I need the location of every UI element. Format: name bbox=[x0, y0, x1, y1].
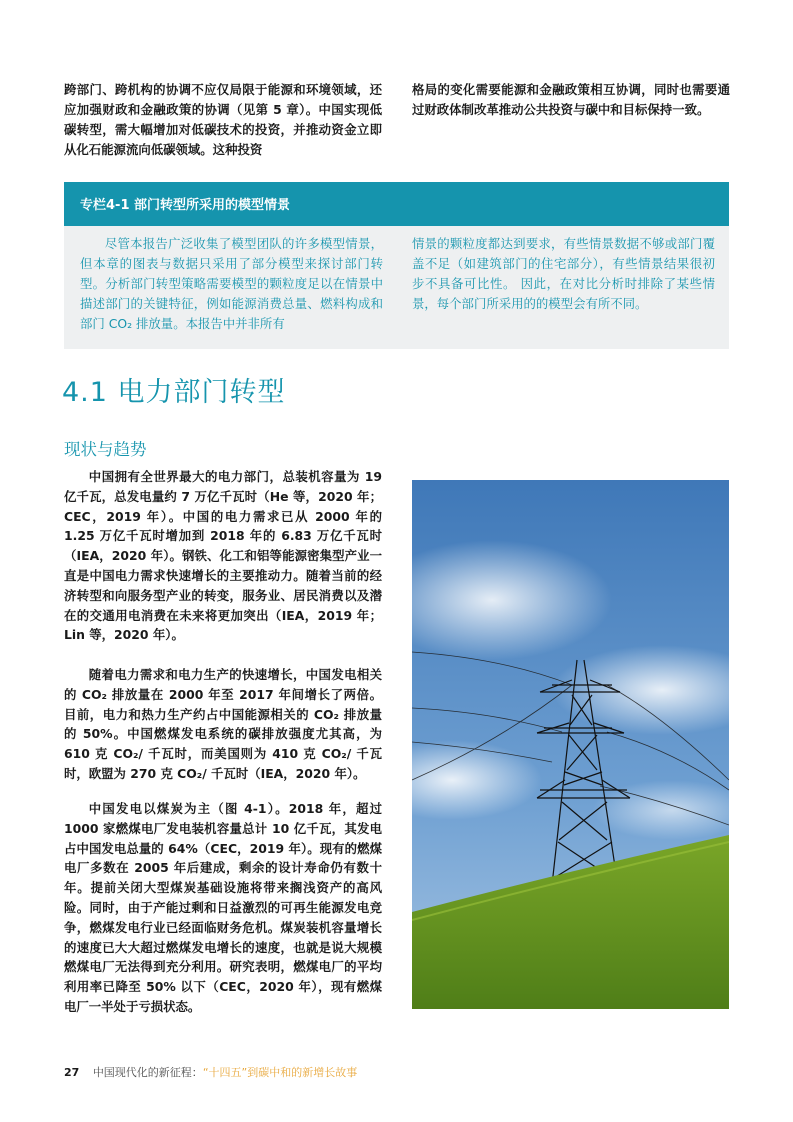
box-left-text: 尽管本报告广泛收集了模型团队的许多模型情景，但本章的图表与数据只采用了部分模型来探讨部门转型。分析部门转型策略需要模型的颗粒度足以在情景中描述部门的关键特征，例如能源消费总量、燃料构成和部门 CO₂ 排放量。本报告中并非所有 bbox=[80, 236, 383, 331]
box-title: 专栏4-1 部门转型所采用的模型情景 bbox=[80, 198, 291, 213]
paragraph-1: 中国拥有全世界最大的电力部门，总装机容量为 19 亿千瓦，总发电量约 7 万亿千瓦时（He 等，2020 年；CEC，2019 年）。中国的电力需求已从 2000 年的 1.25 万亿千瓦时增加到 2018 年的 6.83 万亿千瓦时（IEA，2020 年）。钢铁、化工和铝等能源密集型产业一直是中国电力需求快速增长的主要推动力。随着当前的经济转型和向服务型产业的转变，服务业、居民消费以及潜在的交通用电消费在未来将更加突出（IEA，2019 年；Lin 等，2020 年）。 bbox=[64, 469, 382, 643]
top-left-paragraph: 跨部门、跨机构的协调不应仅局限于能源和环境领域，还应加强财政和金融政策的协调（见第 5 章）。中国实现低碳转型，需大幅增加对低碳技术的投资，并推动资金立即从化石能源流向低碳领域。这种投资 bbox=[64, 82, 382, 157]
page-number: 27 bbox=[64, 1066, 80, 1079]
transmission-tower-photo bbox=[412, 480, 729, 1009]
box-body bbox=[64, 226, 729, 349]
footer-title-part2: “十四五”到碳中和的新增长故事 bbox=[202, 1066, 358, 1079]
footer-title-part1: 中国现代化的新征程： bbox=[92, 1066, 203, 1079]
box-right-text: 情景的颗粒度都达到要求，有些情景数据不够或部门覆盖不足（如建筑部门的住宅部分），有些情景结果很初步不具备可比性。 因此，在对比分析时排除了某些情景，每个部门所采用的的模型会有所不同。 bbox=[412, 236, 715, 311]
subsection-title: 现状与趋势 bbox=[64, 440, 147, 459]
box-header bbox=[64, 182, 729, 226]
paragraph-2: 随着电力需求和电力生产的快速增长，中国发电相关的 CO₂ 排放量在 2000 年至 2017 年间增长了两倍。目前，电力和热力生产约占中国能源相关的 CO₂ 排放量的 50%。中国燃煤发电系统的碳排放强度尤其高，为 610 克 CO₂/ 千瓦时，而美国则为 410 克 CO₂/ 千瓦时，欧盟为 270 克 CO₂/ 千瓦时（IEA，2020 年）。 bbox=[64, 667, 382, 781]
page-footer bbox=[64, 1064, 357, 1080]
top-right-paragraph: 格局的变化需要能源和金融政策相互协调，同时也需要通过财政体制改革推动公共投资与碳中和目标保持一致。 bbox=[412, 82, 730, 117]
paragraph-3: 中国发电以煤炭为主（图 4-1）。2018 年，超过 1000 家燃煤电厂发电装机容量总计 10 亿千瓦，其发电占中国发电总量的 64%（CEC，2019 年）。现有的燃煤电厂多数在 2005 年后建成，剩余的设计寿命仍有数十年。提前关闭大型煤炭基础设施将带来搁浅资产的高风险。同时，由于产能过剩和日益激烈的可再生能源发电竞争，燃煤发电行业已经面临财务危机。煤炭装机容量增长的速度已大大超过燃煤发电增长的速度，也就是说大规模燃煤电厂无法得到充分利用。研究表明，燃煤电厂的平均利用率已降至 50% 以下（CEC，2020 年），现有燃煤电厂一半处于亏损状态。 bbox=[64, 801, 382, 1014]
section-title: 4.1 电力部门转型 bbox=[62, 377, 286, 408]
